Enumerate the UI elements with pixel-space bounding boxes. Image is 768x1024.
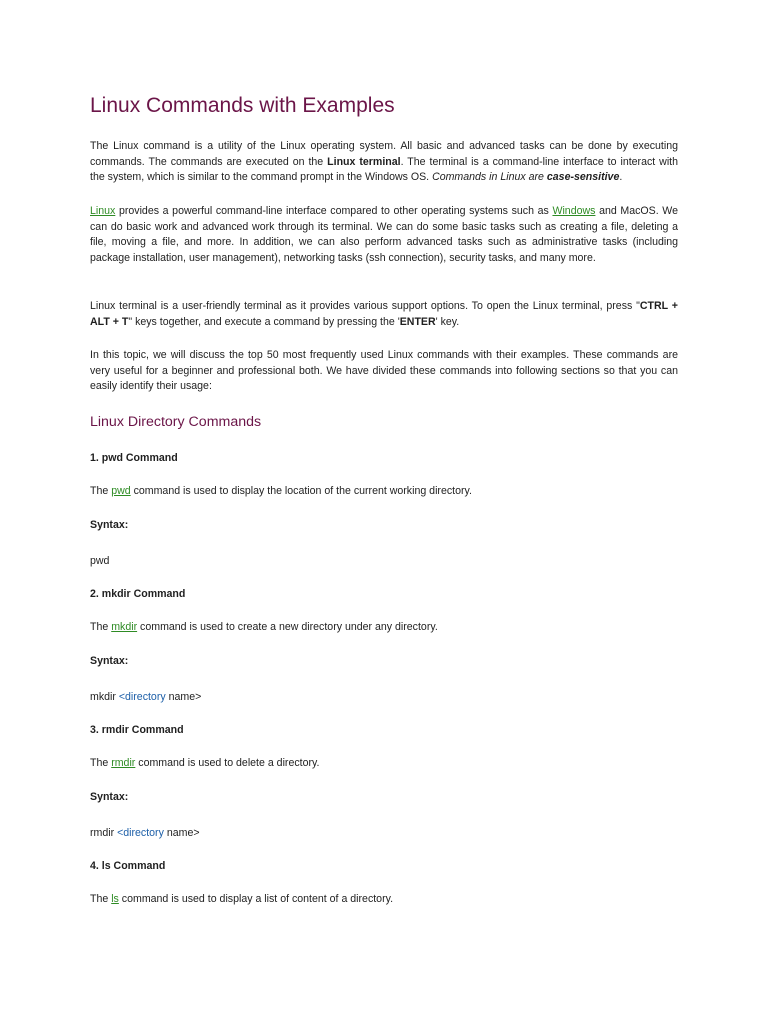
description-text: The: [90, 757, 112, 769]
syntax-argument: <directory: [117, 827, 164, 839]
mkdir-link[interactable]: mkdir: [111, 621, 138, 633]
description-text: command is used to display the location of the current working directory.: [130, 485, 472, 497]
windows-link[interactable]: Windows: [552, 205, 596, 217]
intro-text: Linux terminal is a user-friendly terminal as it provides various support options. To open the Linux terminal, press ": [90, 300, 640, 312]
description-text: command is used to create a new directory under any directory.: [137, 621, 438, 633]
intro-paragraph-3: [90, 299, 678, 330]
command-description: [90, 484, 472, 499]
syntax-command: mkdir: [90, 691, 119, 703]
syntax-argument: <directory: [118, 691, 166, 703]
section-heading: Linux Directory Commands: [90, 414, 262, 430]
description-text: The: [90, 621, 112, 633]
linux-terminal-bold: Linux terminal: [327, 155, 401, 168]
intro-text: The Linux command is a utility of the Linux operating system. All basic and advanced tasks can be done by executing commands. The commands are executed on the: [90, 140, 678, 168]
syntax-command: rmdir: [90, 827, 118, 839]
intro-text: and MacOS. We can do basic work and advanced work through its terminal. We can do some basic tasks such as creating a file, deleting a file, moving a file, and more. In addition, we can also perform advanced tasks such as administrative tasks (including package installation, user management), networking tasks (ssh connection), security tasks, and many more.: [90, 205, 678, 264]
command-heading: 1. pwd Command: [90, 452, 178, 464]
description-text: The: [90, 485, 112, 497]
case-sensitive-bold: case-sensitive: [546, 171, 620, 184]
command-heading: 4. ls Command: [90, 860, 166, 872]
command-heading: 3. rmdir Command: [90, 724, 184, 736]
description-text: command is used to display a list of content of a directory.: [118, 893, 394, 905]
command-description: [90, 620, 438, 635]
intro-text: .: [619, 171, 623, 184]
intro-text: ' key.: [435, 315, 460, 328]
syntax-label: Syntax:: [90, 519, 129, 531]
syntax-label: Syntax:: [90, 791, 129, 803]
command-heading: 2. mkdir Command: [90, 588, 186, 600]
shortcut-keys: CTRL + ALT + T: [90, 300, 678, 328]
command-description: [90, 892, 393, 907]
syntax-label: Syntax:: [90, 655, 129, 667]
ls-link[interactable]: ls: [111, 893, 119, 905]
case-sensitive-note: Commands in Linux are: [432, 171, 547, 184]
intro-text: . The terminal is a command-line interface to interact with the system, which is similar to the command prompt in the Windows OS.: [90, 155, 679, 184]
description-text: command is used to delete a directory.: [135, 757, 320, 769]
syntax-code: [90, 826, 200, 841]
intro-paragraph-4: In this topic, we will discuss the top 50 most frequently used Linux commands with their examples. These commands are very useful for a beginner and professional both. We have divided these commands into following sections so that you can easily identify their usage:: [90, 349, 678, 393]
syntax-argument-tail: name>: [165, 691, 202, 703]
enter-key: ENTER: [399, 315, 436, 328]
syntax-code: [90, 690, 201, 705]
linux-link[interactable]: Linux: [90, 205, 116, 217]
page-title: Linux Commands with Examples: [90, 94, 395, 117]
description-text: The: [90, 893, 112, 905]
syntax-code: pwd: [90, 555, 110, 567]
intro-paragraph-2: [90, 204, 678, 266]
rmdir-link[interactable]: rmdir: [111, 757, 136, 769]
intro-paragraph-1: [90, 139, 678, 186]
command-description: [90, 756, 319, 771]
intro-text: " keys together, and execute a command by pressing the ': [128, 315, 400, 328]
syntax-argument-tail: name>: [163, 827, 200, 839]
intro-text: provides a powerful command-line interface compared to other operating systems such as: [115, 205, 553, 217]
pwd-link[interactable]: pwd: [111, 485, 131, 497]
